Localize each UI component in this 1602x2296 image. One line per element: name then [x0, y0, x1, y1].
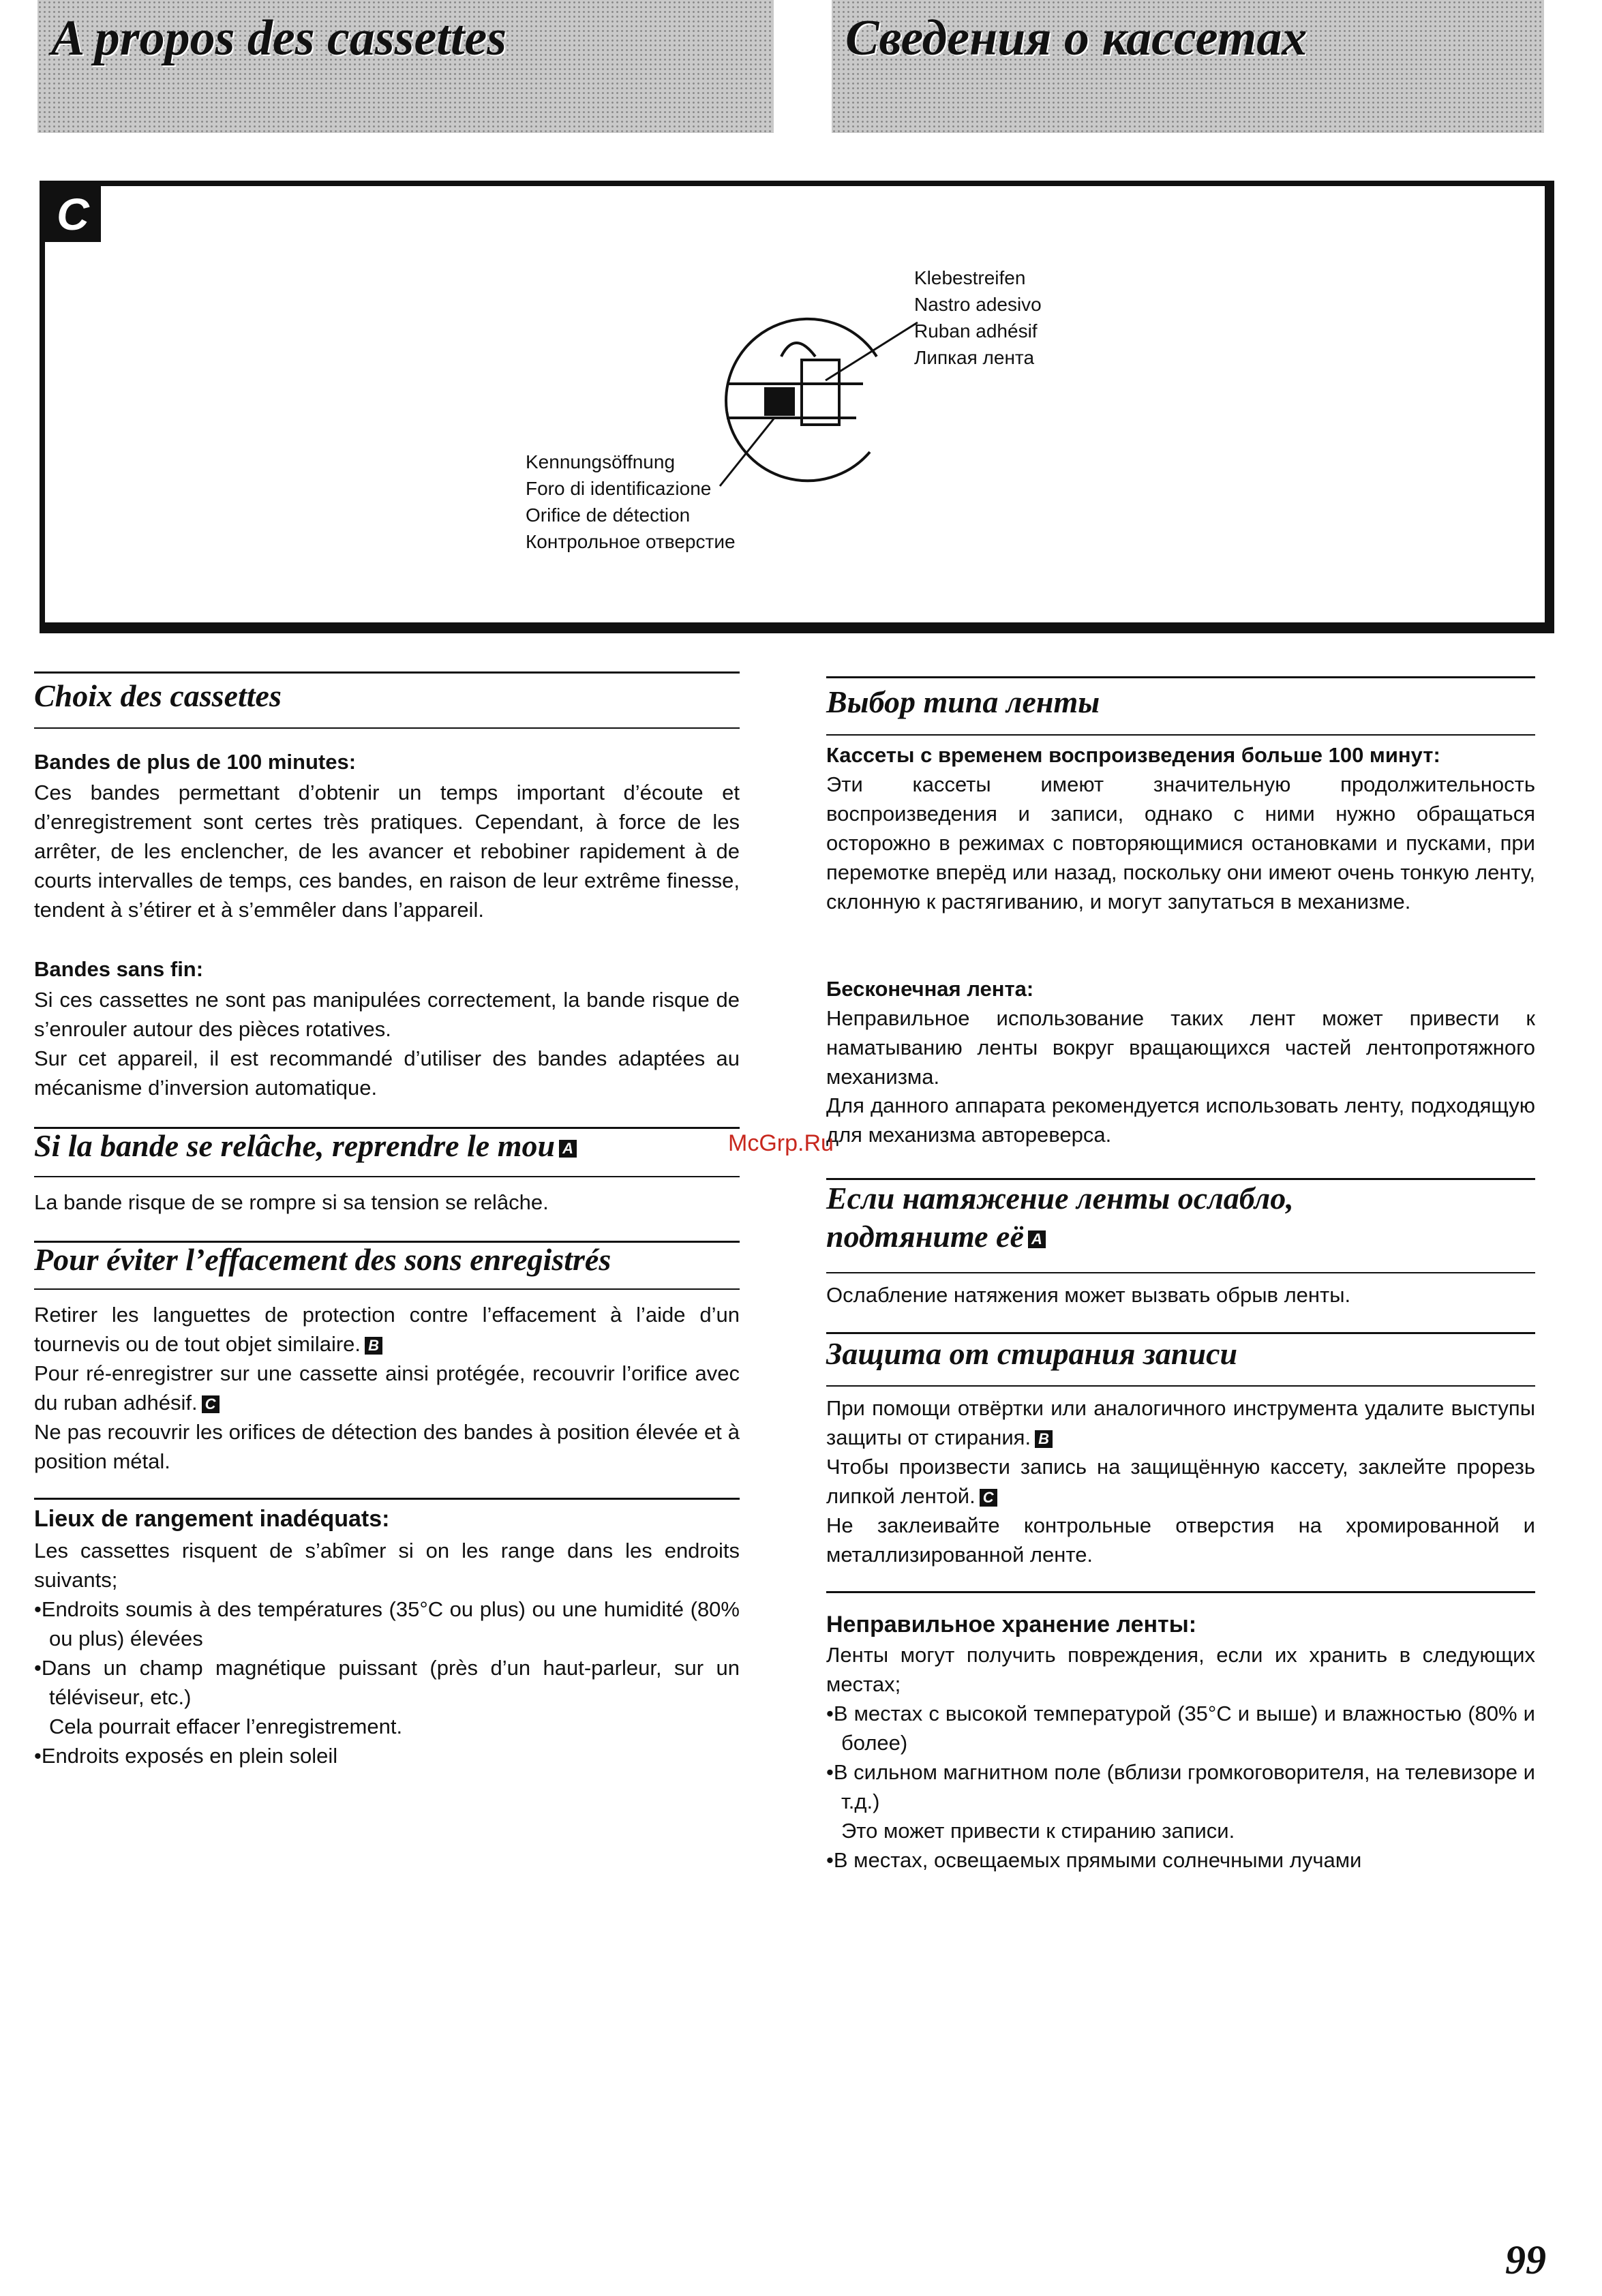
header-title-ru: Сведения о кассетах — [845, 10, 1308, 66]
list-item-note: Это может привести к стиранию записи. — [841, 1819, 1235, 1843]
figure-label: Липкая лента — [914, 347, 1035, 368]
paragraph — [34, 1300, 740, 1359]
figure-ref-c: C — [980, 1489, 997, 1507]
figure-ref-b: B — [1035, 1430, 1053, 1448]
list-item: •Endroits soumis à des températures (35°C ou plus) ou une humidité (80% ou plus) élevées — [34, 1597, 740, 1650]
paragraph-text: Pour ré-enregistrer sur une cassette ainsi protégée, recouvrir l’orifice avec du ruban adhésif. — [34, 1361, 740, 1415]
subheading: Неправильное хранение ленты: — [826, 1612, 1197, 1637]
section-title-text: подтяните её — [826, 1219, 1024, 1254]
header-fr — [37, 0, 774, 133]
paragraph-text: Чтобы произвести запись на защищённую кассету, заклейте прорезь липкой лентой. — [826, 1455, 1535, 1508]
section-body — [34, 1536, 740, 1770]
subheading: Lieux de rangement inadéquats: — [34, 1506, 390, 1532]
figure-ref-b: B — [365, 1337, 382, 1355]
figure-c — [40, 181, 1554, 633]
paragraph: Для данного аппарата рекомендуется использовать ленту, подходящую для механизма автореверса. — [826, 1093, 1535, 1147]
figure-label: Foro di identificazione — [526, 478, 712, 499]
figure-label: Klebestreifen — [914, 267, 1026, 288]
paragraph: Эти кассеты имеют значительную продолжительность воспроизведения и записи, однако с ними нужно обращаться осторожно в режимах с повторяющимися остановками и пусками, при перемотке вперёд или назад, поскольку они имеют очень тонкую ленту, склонную к растягиванию, и могут запутаться в механизме. — [826, 772, 1535, 913]
watermark: McGrp.Ru — [728, 1130, 834, 1156]
header-ru — [832, 0, 1544, 133]
figure-label: Контрольное отверстие — [526, 531, 736, 552]
figure-label: Orifice de détection — [526, 504, 691, 526]
figure-label: Ruban adhésif — [914, 320, 1038, 342]
list-item: •В местах, освещаемых прямыми солнечными лучами — [826, 1848, 1362, 1872]
list-item: •Endroits exposés en plein soleil — [34, 1744, 338, 1768]
paragraph: Неправильное использование таких лент может привести к наматыванию ленты вокруг вращающихся частей лентопротяжного механизма. — [826, 1006, 1535, 1089]
subheading: Кассеты с временем воспроизведения больше 100 минут: — [826, 743, 1440, 767]
paragraph: Les cassettes risquent de s’abîmer si on les range dans les endroits suivants; — [34, 1539, 740, 1592]
section-title: Pour éviter l’effacement des sons enregistrés — [34, 1242, 611, 1277]
subheading: Bandes sans fin: — [34, 957, 204, 981]
paragraph — [34, 1359, 740, 1417]
figure-ref-a: A — [559, 1140, 577, 1158]
paragraph: Si ces cassettes ne sont pas manipulées correctement, la bande risque de s’enrouler autour des pièces rotatives. — [34, 988, 740, 1041]
paragraph — [826, 1393, 1535, 1452]
section-title-text: Si la bande se relâche, reprendre le mou — [34, 1128, 556, 1163]
figure-labels-bottom — [526, 449, 736, 555]
figure-ref-c: C — [202, 1395, 220, 1413]
paragraph: Ces bandes permettant d’obtenir un temps important d’écoute et d’enregistrement sont certes très pratiques. Cependant, à force de les arrêter, de les enclencher, de les avancer et rebobiner rapidement à de courts intervalles de temps, ces bandes, en raison de leur extrême finesse, tendent à s’étirer et à s’emmêler dans l’appareil. — [34, 781, 740, 922]
section-body — [826, 1393, 1535, 1569]
paragraph: Ленты могут получить повреждения, если их хранить в следующих местах; — [826, 1643, 1535, 1696]
paragraph: La bande risque de se rompre si sa tension se relâche. — [34, 1190, 549, 1214]
subheading: Бесконечная лента: — [826, 977, 1034, 1001]
list-item: •Dans un champ magnétique puissant (près d’un haut-parleur, sur un téléviseur, etc.) — [34, 1656, 740, 1709]
header-title-fr: A propos des cassettes — [51, 10, 507, 66]
section-title: Choix des cassettes — [34, 678, 282, 713]
page-number: 99 — [1505, 2237, 1546, 2282]
section-body — [34, 1300, 740, 1476]
paragraph-text: При помощи отвёртки или аналогичного инструмента удалите выступы защиты от стирания. — [826, 1396, 1535, 1449]
figure-label: Nastro adesivo — [914, 294, 1042, 315]
paragraph-text: Retirer les languettes de protection contre l’effacement à l’aide d’un tournevis ou de tout objet similaire. — [34, 1303, 740, 1356]
subheading: Bandes de plus de 100 minutes: — [34, 750, 357, 774]
section-title: Выбор типа ленты — [826, 684, 1100, 719]
section-title-line: Если натяжение ленты ослабло, — [826, 1181, 1294, 1215]
figure-letter: C — [45, 186, 101, 242]
section-title — [34, 1127, 577, 1165]
figure-label: Kennungsöffnung — [526, 451, 676, 472]
paragraph: Sur cet appareil, il est recommandé d’utiliser des bandes adaptées au mécanisme d’inversion automatique. — [34, 1046, 740, 1100]
paragraph: Ослабление натяжения может вызвать обрыв ленты. — [826, 1283, 1351, 1307]
section-title-line — [826, 1218, 1294, 1256]
list-item: •В сильном магнитном поле (вблизи громкоговорителя, на телевизоре и т.д.) — [826, 1760, 1535, 1813]
paragraph — [826, 1452, 1535, 1511]
cassette-corner-illustration — [699, 316, 945, 493]
paragraph: Ne pas recouvrir les orifices de détection des bandes à position élevée et à position métal. — [34, 1420, 740, 1473]
section-title — [826, 1179, 1294, 1256]
section-title: Защита от стирания записи — [826, 1336, 1238, 1371]
paragraph: Не заклеивайте контрольные отверстия на хромированной и металлизированной ленте. — [826, 1513, 1535, 1567]
section-body — [826, 1640, 1535, 1875]
figure-labels-top — [914, 265, 1042, 371]
figure-ref-a: A — [1028, 1230, 1046, 1248]
list-item-note: Cela pourrait effacer l’enregistrement. — [49, 1715, 403, 1738]
list-item: •В местах с высокой температурой (35°C и выше) и влажностью (80% и более) — [826, 1702, 1535, 1755]
